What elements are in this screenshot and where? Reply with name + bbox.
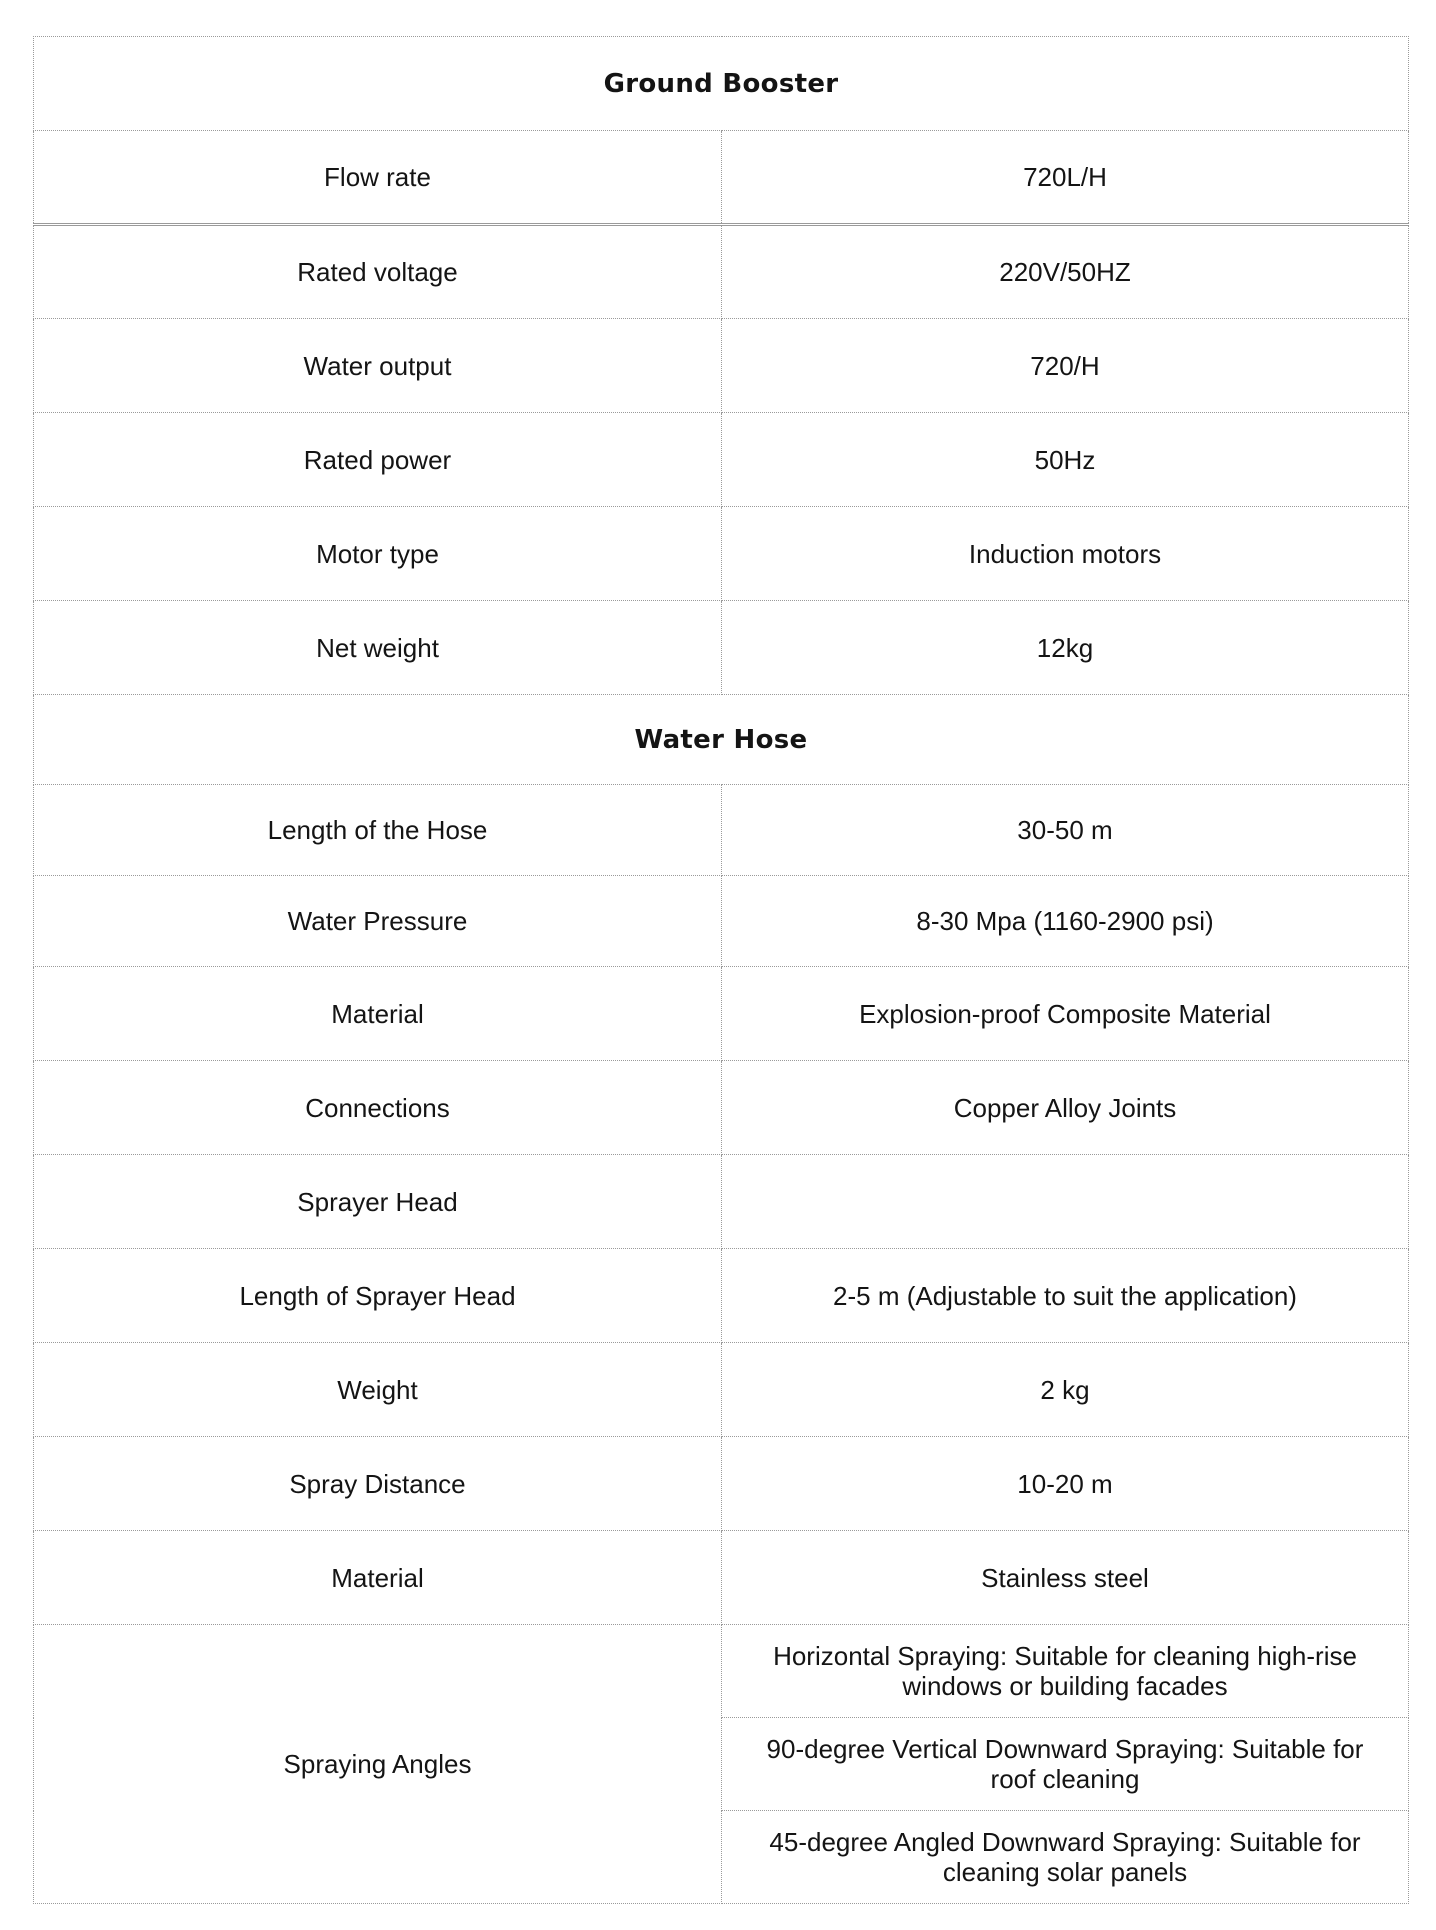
spec-label: Spray Distance <box>34 1437 722 1531</box>
spec-label: Connections <box>34 1061 722 1155</box>
table-row <box>34 876 1409 967</box>
table-row <box>34 1061 1409 1155</box>
spec-value <box>722 1155 1409 1249</box>
spec-value: 10-20 m <box>722 1437 1409 1531</box>
spec-label: Net weight <box>34 601 722 695</box>
spec-value: Copper Alloy Joints <box>722 1061 1409 1155</box>
table-row <box>34 1155 1409 1249</box>
table-row <box>34 1249 1409 1343</box>
spec-value: 720L/H <box>722 131 1409 225</box>
spec-label: Material <box>34 1531 722 1625</box>
spec-value: 30-50 m <box>722 785 1409 876</box>
spec-label: Spraying Angles <box>34 1625 722 1904</box>
spec-value: 8-30 Mpa (1160-2900 psi) <box>722 876 1409 967</box>
table-row <box>34 131 1409 225</box>
table-row <box>34 1343 1409 1437</box>
table-row <box>34 1437 1409 1531</box>
spec-label: Motor type <box>34 507 722 601</box>
spec-label: Water output <box>34 319 722 413</box>
section-header-water-hose <box>34 695 1409 785</box>
spec-value: Induction motors <box>722 507 1409 601</box>
spec-value: 50Hz <box>722 413 1409 507</box>
table-row <box>34 507 1409 601</box>
spec-value: Explosion-proof Composite Material <box>722 967 1409 1061</box>
spec-label: Sprayer Head <box>34 1155 722 1249</box>
spec-label: Length of the Hose <box>34 785 722 876</box>
spec-value: 2 kg <box>722 1343 1409 1437</box>
table-row <box>34 967 1409 1061</box>
spec-value: 220V/50HZ <box>722 225 1409 319</box>
spec-label: Water Pressure <box>34 876 722 967</box>
table-row <box>34 319 1409 413</box>
spray-angle-option: 90-degree Vertical Downward Spraying: Suitable for roof cleaning <box>722 1718 1409 1811</box>
spray-angle-option: 45-degree Angled Downward Spraying: Suitable for cleaning solar panels <box>722 1811 1409 1904</box>
table-row <box>34 785 1409 876</box>
spec-label: Rated voltage <box>34 225 722 319</box>
table-row <box>34 413 1409 507</box>
spec-label: Rated power <box>34 413 722 507</box>
spec-value: Stainless steel <box>722 1531 1409 1625</box>
spec-label: Material <box>34 967 722 1061</box>
spec-value: 720/H <box>722 319 1409 413</box>
spec-value: 12kg <box>722 601 1409 695</box>
table-row-spraying-angles <box>34 1625 1409 1718</box>
table-row <box>34 601 1409 695</box>
section-title: Water Hose <box>34 695 1409 785</box>
spec-table <box>33 36 1409 1904</box>
spec-label: Flow rate <box>34 131 722 225</box>
spec-value: 2-5 m (Adjustable to suit the application) <box>722 1249 1409 1343</box>
spec-label: Length of Sprayer Head <box>34 1249 722 1343</box>
table-row <box>34 1531 1409 1625</box>
section-title: Ground Booster <box>34 37 1409 131</box>
spec-label: Weight <box>34 1343 722 1437</box>
table-row <box>34 225 1409 319</box>
spray-angle-option: Horizontal Spraying: Suitable for cleaning high-rise windows or building facades <box>722 1625 1409 1718</box>
section-header-ground-booster <box>34 37 1409 131</box>
